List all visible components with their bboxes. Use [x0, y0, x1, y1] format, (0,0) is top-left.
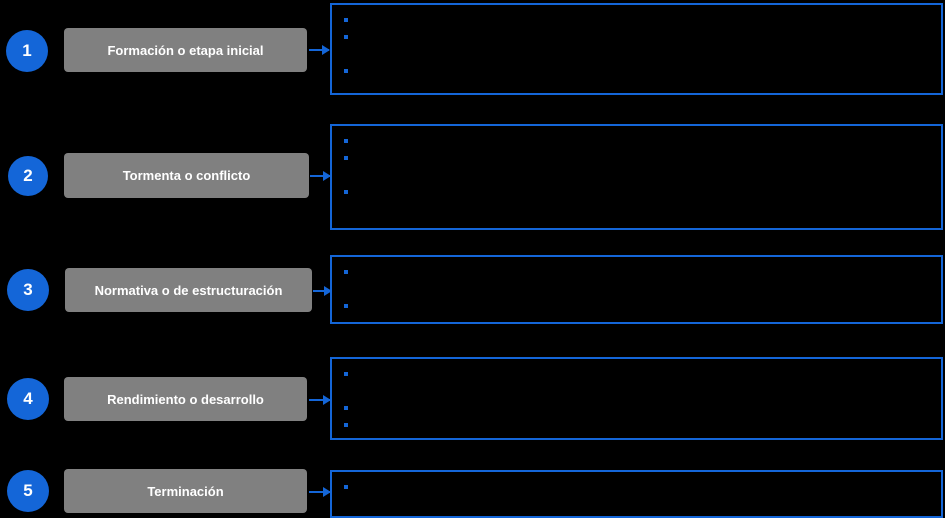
- stage-detail-box[interactable]: [330, 470, 943, 518]
- detail-item: [342, 11, 931, 28]
- detail-item: [342, 132, 931, 149]
- stage-number-badge: 2: [8, 156, 48, 196]
- stage-row: [0, 255, 945, 330]
- stage-arrow: [309, 49, 329, 51]
- stage-number-badge: 5: [7, 470, 49, 512]
- stage-number-badge: 3: [7, 269, 49, 311]
- stage-row: [0, 355, 945, 445]
- detail-item: [342, 297, 931, 314]
- detail-item: [342, 399, 931, 416]
- stage-detail-box[interactable]: [330, 124, 943, 230]
- stage-detail-box[interactable]: [330, 255, 943, 324]
- stage-label-box[interactable]: Terminación: [64, 469, 307, 513]
- detail-item: [342, 263, 931, 280]
- detail-item: [342, 365, 931, 382]
- stage-detail-box[interactable]: [330, 357, 943, 440]
- detail-list: [342, 132, 931, 200]
- stage-label-box[interactable]: Rendimiento o desarrollo: [64, 377, 307, 421]
- detail-list: [342, 263, 931, 314]
- detail-list: [342, 11, 931, 79]
- stage-arrow: [310, 175, 330, 177]
- stage-row: [0, 0, 945, 100]
- stage-arrow: [309, 491, 330, 493]
- stage-number-badge: 1: [6, 30, 48, 72]
- stage-label-box[interactable]: Tormenta o conflicto: [64, 153, 309, 198]
- stage-label-box[interactable]: Normativa o de estructuración: [65, 268, 312, 312]
- detail-list: [342, 478, 931, 495]
- stage-label-box[interactable]: Formación o etapa inicial: [64, 28, 307, 72]
- stage-detail-box[interactable]: [330, 3, 943, 95]
- detail-item: [342, 478, 931, 495]
- stage-row: [0, 462, 945, 518]
- detail-list: [342, 365, 931, 433]
- detail-item: [342, 28, 931, 45]
- stage-arrow: [313, 290, 331, 292]
- stage-arrow: [309, 399, 330, 401]
- stage-row: [0, 117, 945, 235]
- detail-item: [342, 149, 931, 166]
- detail-item: [342, 62, 931, 79]
- detail-item: [342, 183, 931, 200]
- stage-number-badge: 4: [7, 378, 49, 420]
- detail-item: [342, 416, 931, 433]
